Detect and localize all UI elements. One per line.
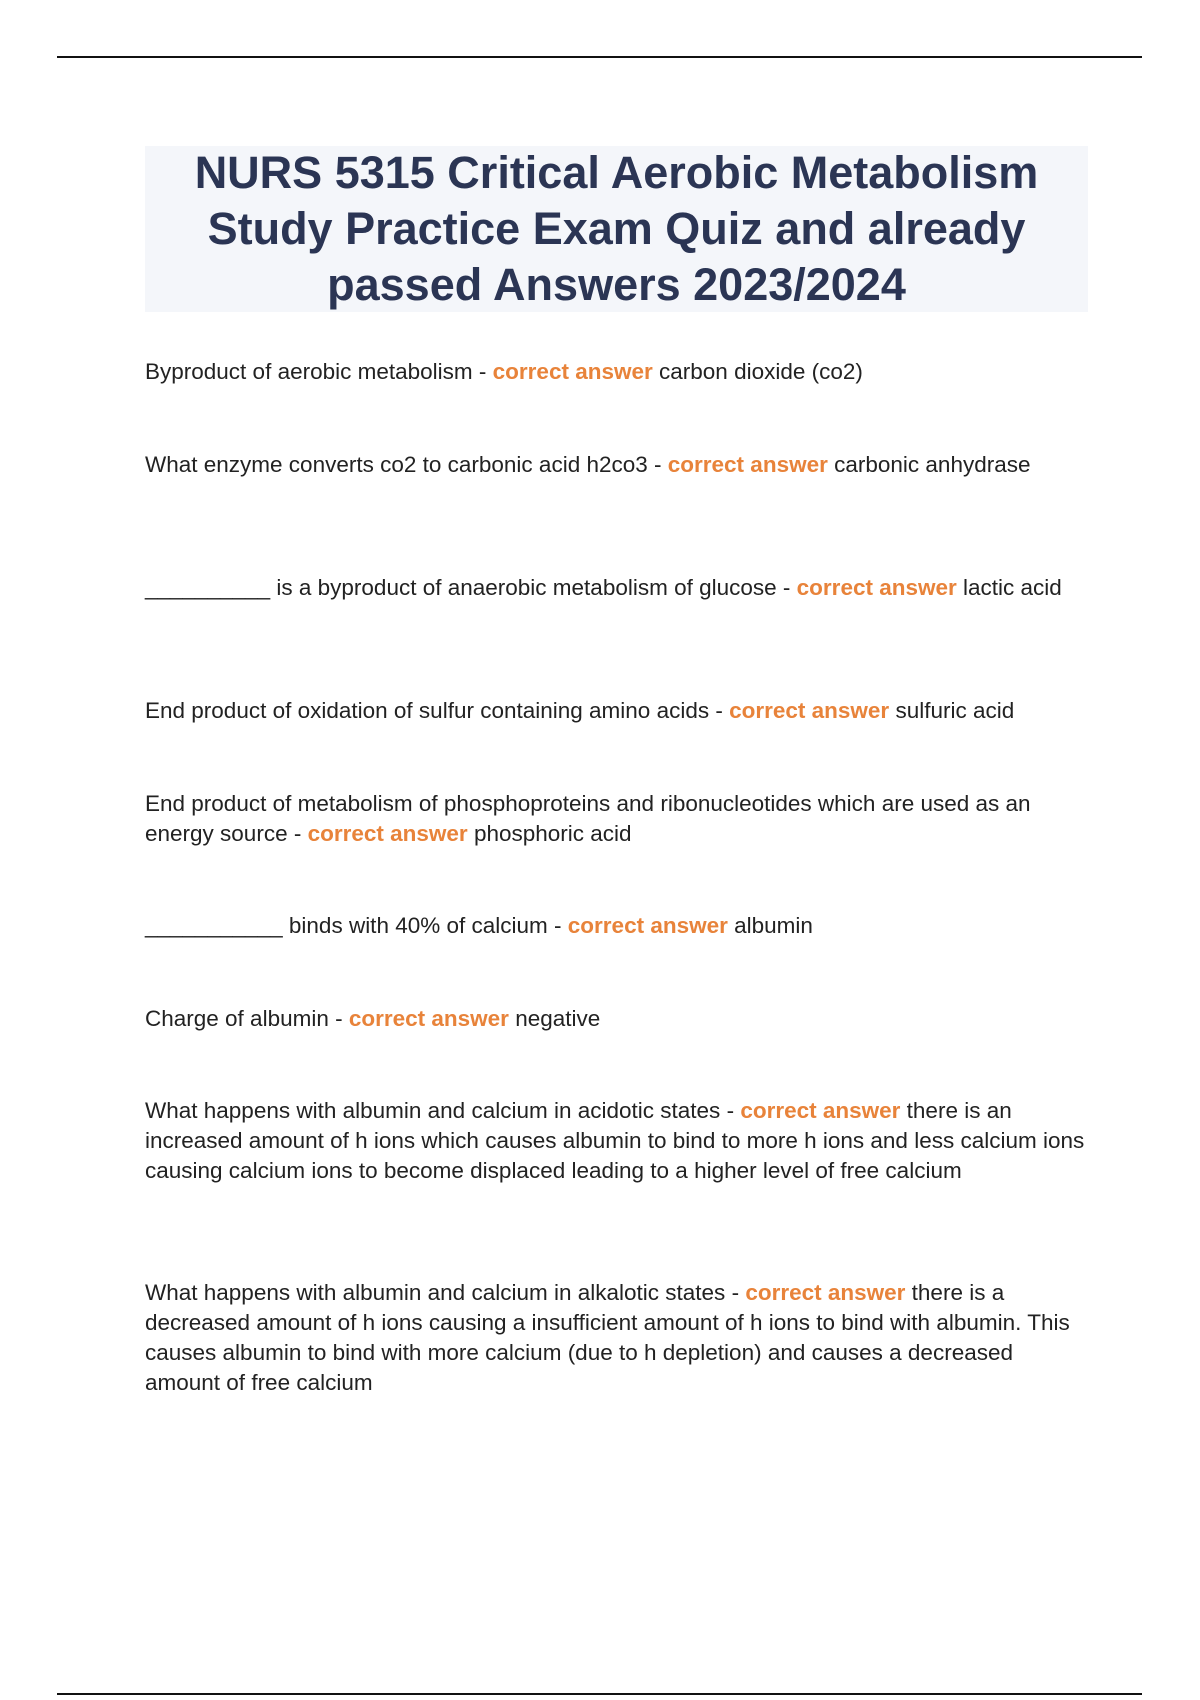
answer-text: there is a decreased amount of h ions causing a insufficient amount of h ions to bind with albumin. This causes albumin to bind with more calcium (due to h depletion) and causes a decreased amount of free calcium bbox=[145, 1280, 1070, 1395]
qa-item: What happens with albumin and calcium in alkalotic states - correct answer there is a decreased amount of h ions causing a insufficient amount of h ions to bind with albumin. This causes albumin to bind with more calcium (due to h depletion) and causes a decreased amount of free calcium bbox=[145, 1280, 1070, 1395]
title-banner bbox=[145, 146, 1088, 312]
answer-text: carbonic anhydrase bbox=[834, 452, 1031, 477]
qa-item: Byproduct of aerobic metabolism - correct answer carbon dioxide (co2) bbox=[145, 359, 863, 384]
question-text: What enzyme converts co2 to carbonic acid h2co3 bbox=[145, 452, 648, 477]
qa-item: What enzyme converts co2 to carbonic acid h2co3 - correct answer carbonic anhydrase bbox=[145, 452, 1031, 477]
answer-text: there is an increased amount of h ions which causes albumin to bind to more h ions and less calcium ions causing calcium ions to become displaced leading to a higher level of free calcium bbox=[145, 1098, 1085, 1183]
question-text: Charge of albumin bbox=[145, 1006, 329, 1031]
qa-item: End product of oxidation of sulfur containing amino acids - correct answer sulfuric acid bbox=[145, 698, 1015, 723]
correct-answer-label: correct answer bbox=[796, 575, 957, 600]
qa-item: ___________ binds with 40% of calcium - correct answer albumin bbox=[145, 913, 813, 938]
correct-answer-label: correct answer bbox=[492, 359, 653, 384]
page-title: NURS 5315 Critical Aerobic Metabolism Study Practice Exam Quiz and already passed Answers 2023/2024 bbox=[194, 147, 1039, 310]
qa-item: __________ is a byproduct of anaerobic metabolism of glucose - correct answer lactic acid bbox=[145, 575, 1062, 600]
answer-text: sulfuric acid bbox=[895, 698, 1015, 723]
answer-text: carbon dioxide (co2) bbox=[659, 359, 863, 384]
answer-text: albumin bbox=[734, 913, 813, 938]
question-text: What happens with albumin and calcium in acidotic states bbox=[145, 1098, 721, 1123]
top-divider bbox=[57, 56, 1142, 58]
qa-item: End product of metabolism of phosphoproteins and ribonucleotides which are used as an energy source - correct answer phosphoric acid bbox=[145, 791, 1031, 846]
correct-answer-label: correct answer bbox=[745, 1280, 906, 1305]
correct-answer-label: correct answer bbox=[667, 452, 828, 477]
question-text: End product of metabolism of phosphoproteins and ribonucleotides which are used as an energy source bbox=[145, 791, 1031, 846]
qa-item: Charge of albumin - correct answer negative bbox=[145, 1006, 601, 1031]
correct-answer-label: correct answer bbox=[348, 1006, 509, 1031]
bottom-divider bbox=[57, 1693, 1142, 1695]
correct-answer-label: correct answer bbox=[729, 698, 890, 723]
question-text: Byproduct of aerobic metabolism bbox=[145, 359, 473, 384]
answer-text: phosphoric acid bbox=[473, 821, 632, 846]
correct-answer-label: correct answer bbox=[567, 913, 728, 938]
question-text: ___________ binds with 40% of calcium bbox=[145, 913, 548, 938]
question-text: What happens with albumin and calcium in alkalotic states bbox=[145, 1280, 726, 1305]
correct-answer-label: correct answer bbox=[740, 1098, 901, 1123]
correct-answer-label: correct answer bbox=[307, 821, 468, 846]
qa-item: What happens with albumin and calcium in acidotic states - correct answer there is an increased amount of h ions which causes albumin to bind to more h ions and less calcium ions causing calcium ions to become displaced leading to a higher level of free calcium bbox=[145, 1098, 1085, 1183]
question-text: End product of oxidation of sulfur containing amino acids bbox=[145, 698, 710, 723]
answer-text: lactic acid bbox=[963, 575, 1062, 600]
answer-text: negative bbox=[515, 1006, 601, 1031]
question-text: __________ is a byproduct of anaerobic metabolism of glucose bbox=[145, 575, 777, 600]
